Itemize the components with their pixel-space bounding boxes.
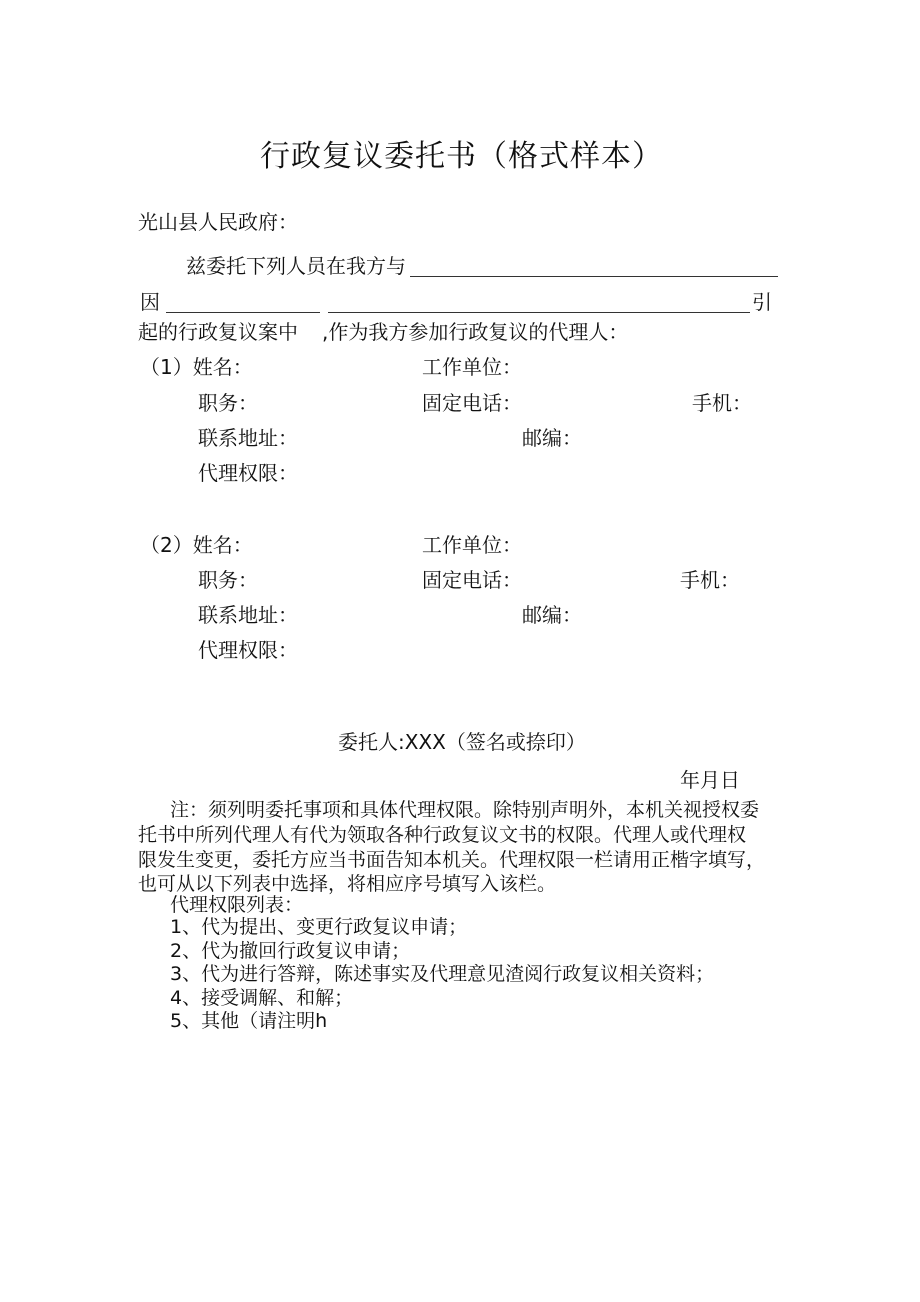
- agent-1-work-unit-label: 工作单位：: [422, 355, 522, 379]
- agent-1-mobile-label: 手机：: [692, 391, 752, 415]
- notes-line: 也可从以下列表中选择，将相应序号填写入该栏。: [138, 873, 557, 895]
- agent-1-position-label: 职务：: [198, 391, 258, 415]
- notes-line: 托书中所列代理人有代为领取各种行政复议文书的权限。代理人或代理权: [138, 824, 747, 846]
- agent-2-postcode-label: 邮编：: [522, 603, 582, 627]
- agent-2-name-label: （2）姓名：: [140, 533, 253, 557]
- agent-1-landline-label: 固定电话：: [422, 391, 522, 415]
- intro-line-3-a: 起的行政复议案中: [138, 320, 298, 344]
- authority-list-item: 5、其他（请注明h: [170, 1010, 328, 1032]
- addressee: 光山县人民政府：: [138, 210, 298, 234]
- agent-2-landline-label: 固定电话：: [422, 568, 522, 592]
- principal-signature: 委托人:XXX（签名或捺印）: [338, 730, 586, 754]
- authority-list-item: 4、接受调解、和解；: [170, 987, 354, 1009]
- authority-list-item: 1、代为提出、变更行政复议申请；: [170, 916, 468, 938]
- opponent-blank[interactable]: [410, 276, 778, 277]
- intro-line-2-end: 引: [752, 290, 772, 314]
- agent-1-postcode-label: 邮编：: [522, 426, 582, 450]
- intro-line-1: 兹委托下列人员在我方与: [186, 254, 406, 278]
- intro-line-3-b: ,作为我方参加行政复议的代理人：: [322, 320, 629, 344]
- authority-list-item: 3、代为进行答辩，陈述事实及代理意见渣阅行政复议相关资料；: [170, 963, 715, 985]
- authority-list-item: 2、代为撤回行政复议申请；: [170, 940, 411, 962]
- agent-1-address-label: 联系地址：: [198, 426, 298, 450]
- signature-date: 年月日: [680, 768, 740, 792]
- agent-2-mobile-label: 手机：: [680, 568, 740, 592]
- agent-2-work-unit-label: 工作单位：: [422, 533, 522, 557]
- case-blank[interactable]: [328, 312, 750, 313]
- notes-line: 注：须列明委托事项和具体代理权限。除特别声明外，本机关视授权委: [170, 799, 760, 821]
- notes-line: 限发生变更，委托方应当书面告知本机关。代理权限一栏请用正楷字填写，: [138, 849, 766, 871]
- agent-1-authority-label: 代理权限：: [198, 461, 298, 485]
- authority-list-title: 代理权限列表：: [170, 894, 304, 916]
- agent-2-position-label: 职务：: [198, 568, 258, 592]
- intro-line-2-start: 因: [140, 290, 160, 314]
- agent-1-name-label: （1）姓名：: [140, 355, 253, 379]
- page-title: 行政复议委托书（格式样本）: [260, 139, 663, 174]
- agent-2-authority-label: 代理权限：: [198, 638, 298, 662]
- cause-blank[interactable]: [166, 312, 320, 313]
- agent-2-address-label: 联系地址：: [198, 603, 298, 627]
